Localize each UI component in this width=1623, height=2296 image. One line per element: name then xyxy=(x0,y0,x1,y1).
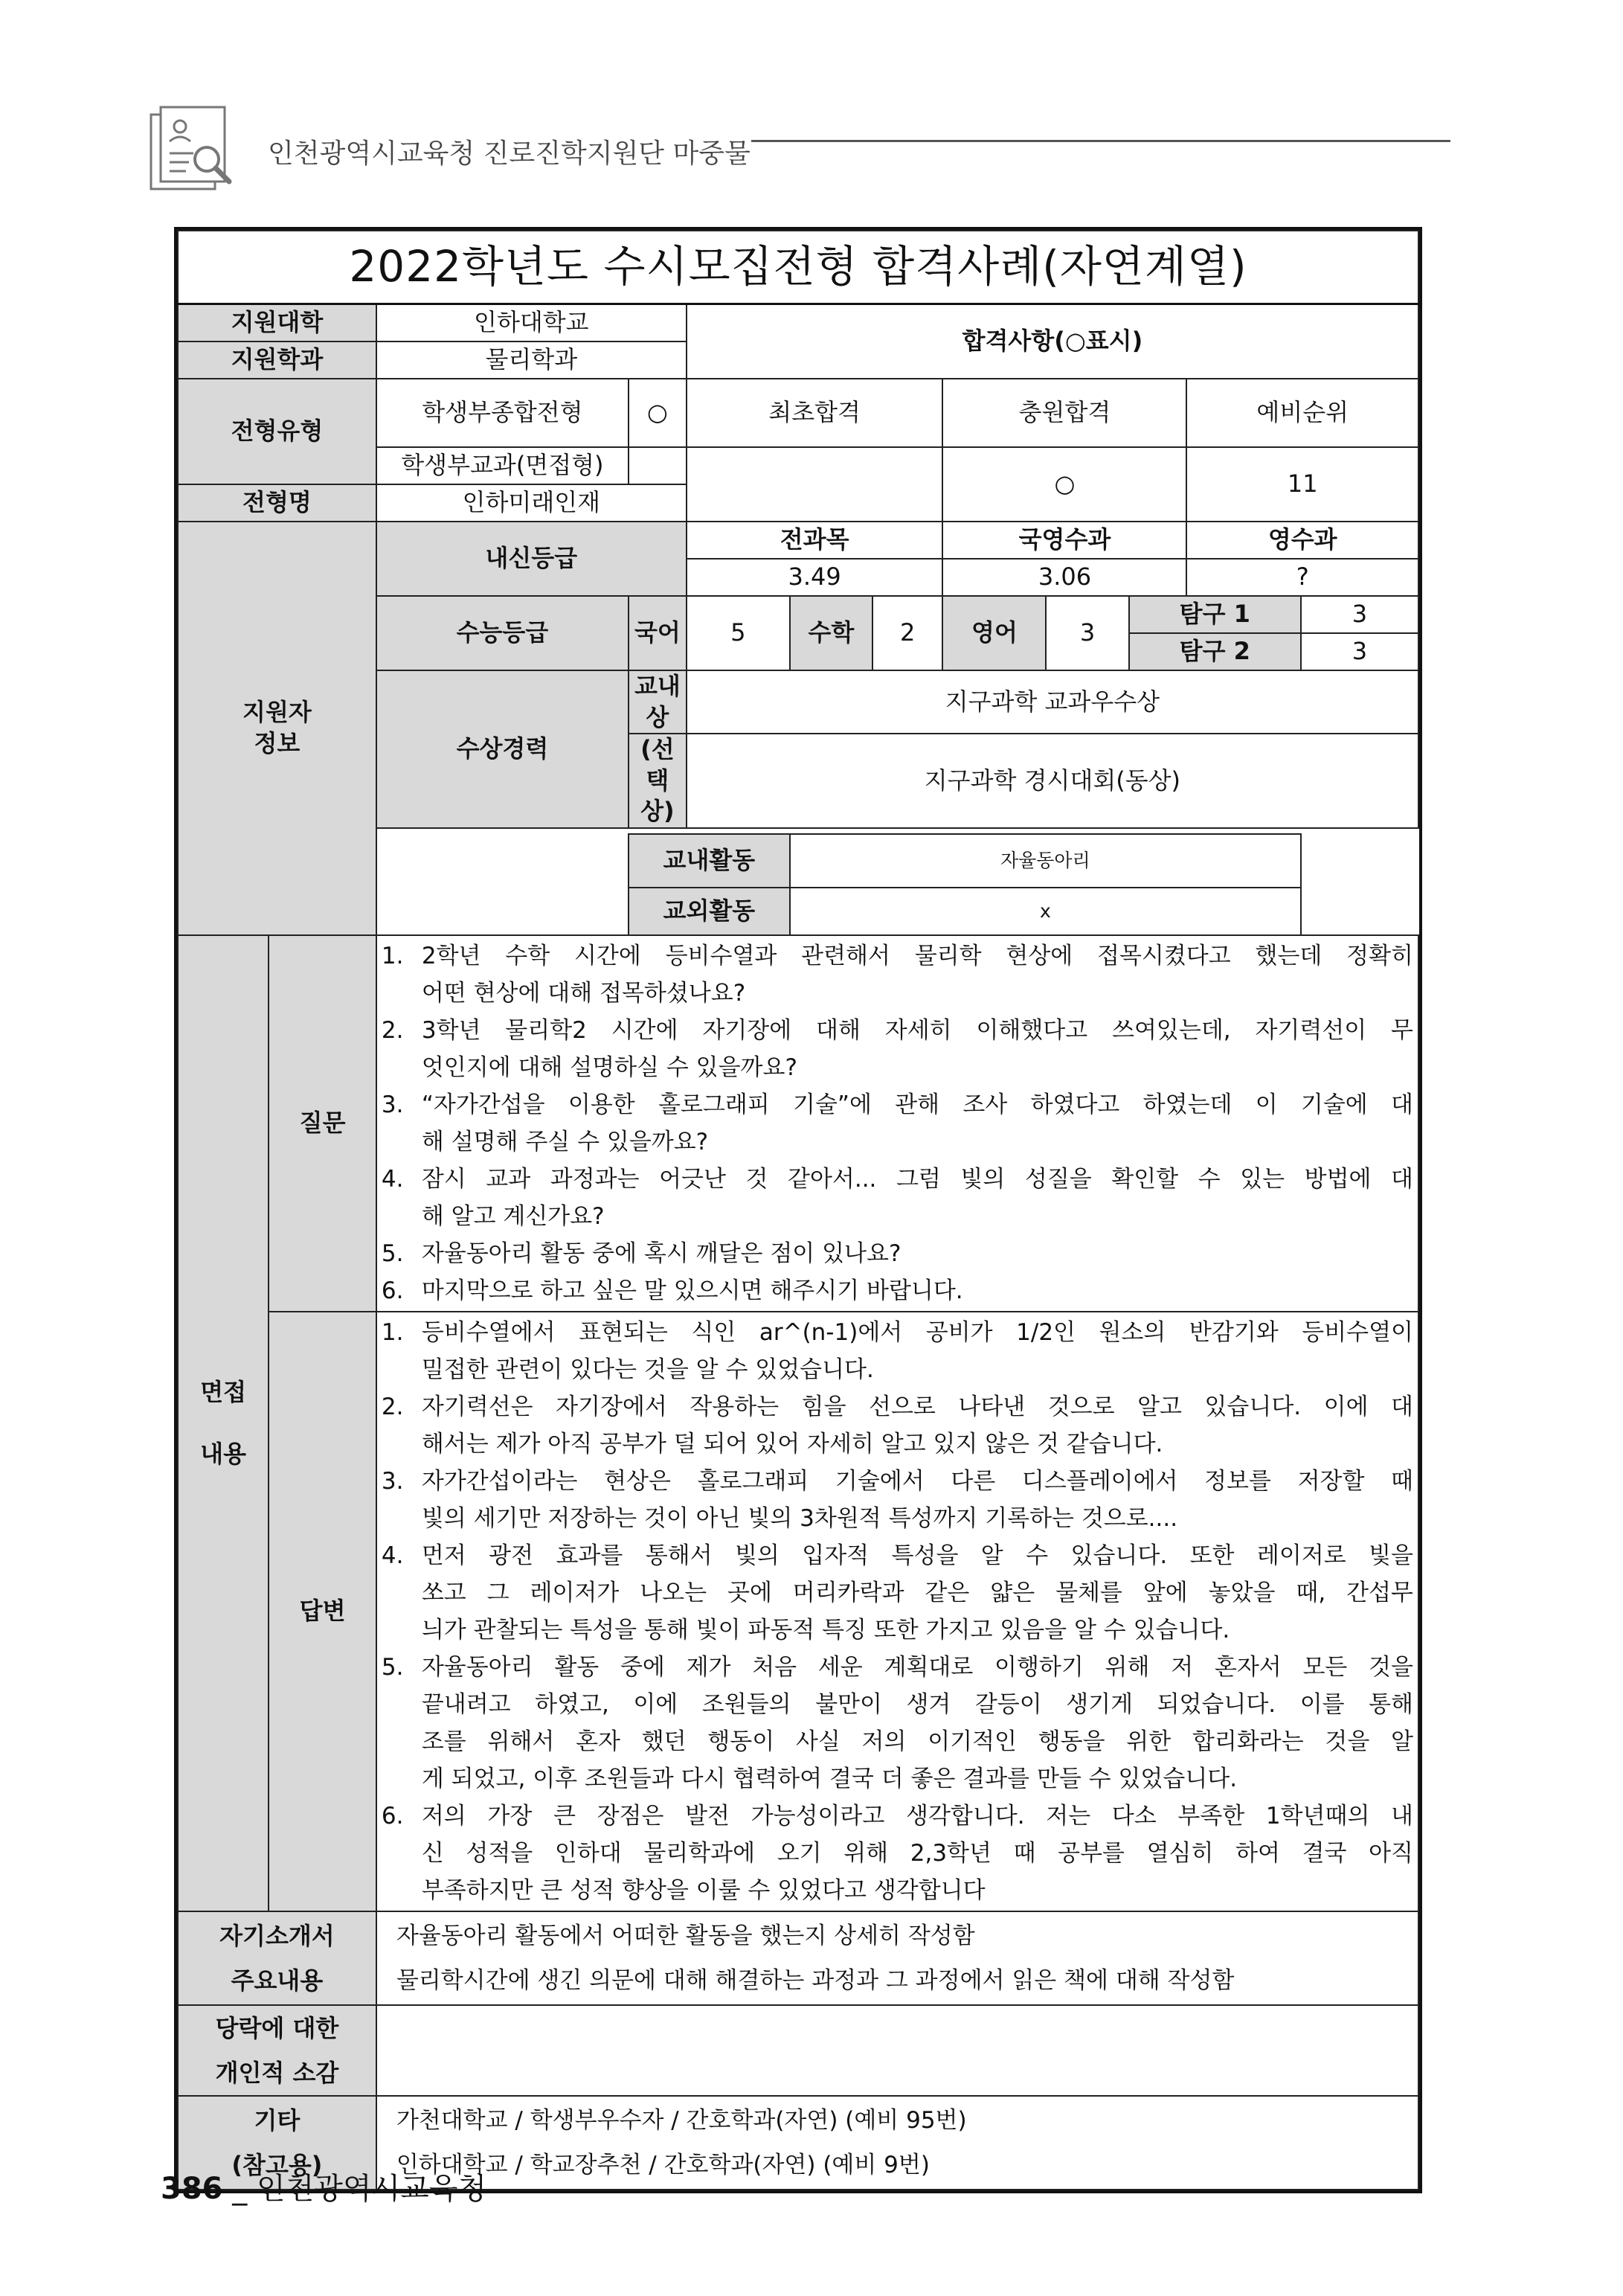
answer-line: 2. 자기력선은 자기장에서 작용하는 힘을 선으로 나타낸 것으로 알고 있습니다. 이에 대 xyxy=(382,1388,1413,1426)
question-label: 질문 xyxy=(269,935,376,1312)
opinion-label-line1: 당락에 대한 xyxy=(215,2013,339,2042)
math-value: 2 xyxy=(872,596,943,670)
award1-value: 지구과학 교과우수상 xyxy=(687,670,1418,734)
answer-line: 4. 먼저 광전 효과를 통해서 빛의 입자적 특성을 알 수 있습니다. 또한 레이저로 빛을 xyxy=(382,1537,1413,1574)
opinion-label xyxy=(178,2005,376,2096)
inq2-label: 탐구 2 xyxy=(1129,633,1301,670)
applicant-label-line1: 지원자 xyxy=(242,698,312,727)
award2-value: 지구과학 경시대회(동상) xyxy=(687,734,1418,828)
gpa-kem-label: 국영수과 xyxy=(942,522,1186,559)
math-label: 수학 xyxy=(790,596,872,670)
answer-line: 1. 등비수열에서 표현되는 식인 ar^(n-1)에서 공비가 1/2인 원소의 반감기와 등비수열이 xyxy=(382,1314,1413,1351)
intro-cell xyxy=(376,1911,1418,2005)
admission-case-form xyxy=(174,227,1422,2193)
answer-label: 답변 xyxy=(269,1312,376,1911)
result-header: 합격사항(○표시) xyxy=(687,304,1418,379)
page-title: 2022학년도 수시모집전형 합격사례(자연계열) xyxy=(178,231,1418,304)
answer-line: 밀접한 관련이 있다는 것을 알 수 있었습니다. xyxy=(421,1356,874,1383)
intro-label-line1: 자기소개서 xyxy=(219,1921,335,1950)
page-number: 386 xyxy=(161,2172,223,2206)
gpa-all-label: 전과목 xyxy=(687,522,943,559)
dept-label: 지원학과 xyxy=(178,341,376,379)
footer-separator: _ xyxy=(232,2172,248,2206)
question-line: 어떤 현상에 대해 접목하셨나요? xyxy=(421,979,746,1007)
answer-line: 빛의 세기만 저장하는 것이 아닌 빛의 3차원적 특성까지 기록하는 것으로.... xyxy=(421,1504,1178,1532)
in-act-value: 자율동아리 xyxy=(790,834,1301,888)
header-divider xyxy=(751,140,1450,142)
question-line: 1. 2학년 수학 시간에 등비수열과 관련해서 물리학 현상에 접목시켰다고 했는데 정확히 xyxy=(382,937,1413,975)
inq1-label: 탐구 1 xyxy=(1129,596,1301,633)
answer-line: 쏘고 그 레이저가 나오는 곳에 머리카락과 같은 얇은 물체를 앞에 놓았을 때, 간섭무 xyxy=(421,1579,1413,1606)
out-act-value: x xyxy=(790,888,1301,935)
answer-line: 부족하지만 큰 성적 향상을 이룰 수 있었다고 생각합니다 xyxy=(421,1876,986,1904)
answer-line: 5. 자율동아리 활동 중에 제가 처음 세운 계획대로 이행하기 위해 저 혼자서 모든 것을 xyxy=(382,1649,1413,1686)
question-list-cell xyxy=(376,935,1418,1312)
type-label: 전형유형 xyxy=(178,379,376,484)
question-line: 2. 3학년 물리학2 시간에 자기장에 대해 자세히 이해했다고 쓰여있는데, 자기력선이 무 xyxy=(382,1012,1413,1049)
answer-line: 신 성적을 인하대 물리학과에 오기 위해 2,3학년 때 공부를 열심히 하여 결국 아직 xyxy=(421,1839,1413,1867)
select-award-label: (선택상) xyxy=(629,734,687,828)
gpa-kem-value: 3.06 xyxy=(942,559,1186,596)
eng-value: 3 xyxy=(1046,596,1128,670)
interview-label xyxy=(178,935,269,1911)
etc-line: 인하대학교 / 학교장추천 / 간호학과(자연) (예비 9번) xyxy=(396,2151,930,2178)
name-label: 전형명 xyxy=(178,484,376,522)
answer-line: 해서는 제가 아직 공부가 덜 되어 있어 자세히 알고 있지 않은 것 같습니다. xyxy=(421,1430,1163,1458)
gpa-ems-label: 영수과 xyxy=(1186,522,1418,559)
eng-label: 영어 xyxy=(942,596,1046,670)
in-act-label: 교내활동 xyxy=(629,834,790,888)
header-title: 인천광역시교육청 진로진학지원단 마중물 xyxy=(268,138,751,169)
name-value: 인하미래인재 xyxy=(376,484,687,522)
document-magnifier-icon xyxy=(149,104,238,193)
answer-line: 3. 자가간섭이라는 현상은 홀로그래피 기술에서 다른 디스플레이에서 정보를 저장할 때 xyxy=(382,1463,1413,1500)
etc-label-line2: (참고용) xyxy=(231,2150,323,2179)
kor-label: 국어 xyxy=(629,596,687,670)
question-line: 6. 마지막으로 하고 싶은 말 있으시면 해주시기 바랍니다. xyxy=(382,1272,1413,1309)
question-line: 3. “자가간섭을 이용한 홀로그래피 기술”에 관해 조사 하였다고 하였는데 이 기술에 대 xyxy=(382,1086,1413,1123)
page-footer xyxy=(161,2165,486,2207)
answer-list-cell xyxy=(376,1312,1418,1911)
type1-mark: ○ xyxy=(629,379,687,447)
type1-value: 학생부종합전형 xyxy=(376,379,629,447)
inq2-value: 3 xyxy=(1301,633,1418,670)
dept-value: 물리학과 xyxy=(376,341,687,379)
question-list xyxy=(382,937,1413,1309)
etc-label-line1: 기타 xyxy=(254,2106,301,2135)
applicant-label xyxy=(178,522,376,935)
csat-label: 수능등급 xyxy=(376,596,629,670)
answer-line: 조를 위해서 혼자 했던 행동이 사실 저의 이기적인 행동을 위한 합리화라는 것을 알 xyxy=(421,1728,1413,1755)
opinion-label-line2: 개인적 소감 xyxy=(215,2058,339,2087)
out-act-label: 교외활동 xyxy=(629,888,790,935)
spacer-cell xyxy=(376,828,629,935)
waitlist-value: 11 xyxy=(1186,447,1418,522)
applicant-label-line2: 정보 xyxy=(254,728,301,757)
footer-org: 인천광역시교육청 xyxy=(256,2172,487,2206)
gpa-label: 내신등급 xyxy=(376,522,687,596)
type2-value: 학생부교과(면접형) xyxy=(376,447,629,484)
etc-cell xyxy=(376,2096,1418,2190)
first-pass-value xyxy=(687,447,943,522)
extra-pass-label: 충원합격 xyxy=(942,379,1186,447)
question-line: 5. 자율동아리 활동 중에 혹시 깨달은 점이 있나요? xyxy=(382,1235,1413,1272)
univ-value: 인하대학교 xyxy=(376,304,687,342)
opinion-cell xyxy=(376,2005,1418,2096)
spacer-cell xyxy=(629,828,1301,834)
answer-line: 게 되었고, 이후 조원들과 다시 협력하여 결국 더 좋은 결과를 만들 수 있었습니다. xyxy=(421,1765,1238,1792)
question-line: 해 설명해 주실 수 있을까요? xyxy=(421,1128,709,1155)
intro-line: 자율동아리 활동에서 어떠한 활동을 했는지 상세히 작성함 xyxy=(396,1922,975,1949)
extra-pass-value: ○ xyxy=(942,447,1186,522)
question-line: 4. 잠시 교과 과정과는 어긋난 것 같아서... 그럼 빛의 성질을 확인할 수 있는 방법에 대 xyxy=(382,1161,1413,1198)
inschool-award-label: 교내상 xyxy=(629,670,687,734)
gpa-all-value: 3.49 xyxy=(687,559,943,596)
answer-line: 끝내려고 하였고, 이에 조원들의 불만이 생겨 갈등이 생기게 되었습니다. 이를 통해 xyxy=(421,1690,1413,1718)
question-line: 해 알고 계신가요? xyxy=(421,1202,605,1230)
type2-mark xyxy=(629,447,687,484)
interview-label-line1: 면접 xyxy=(200,1377,247,1406)
answer-list xyxy=(382,1314,1413,1909)
question-line: 엇인지에 대해 설명하실 수 있을까요? xyxy=(421,1054,797,1081)
intro-line: 물리학시간에 생긴 의문에 대해 해결하는 과정과 그 과정에서 읽은 책에 대해 작성함 xyxy=(396,1966,1235,1994)
intro-label-line2: 주요내용 xyxy=(231,1966,324,1995)
answer-line: 늬가 관찰되는 특성을 통해 빛이 파동적 특징 또한 가지고 있음을 알 수 있습니다. xyxy=(421,1616,1230,1644)
page-header xyxy=(149,104,1450,193)
answer-line: 6. 저의 가장 큰 장점은 발전 가능성이라고 생각합니다. 저는 다소 부족한 1학년때의 내 xyxy=(382,1798,1413,1835)
kor-value: 5 xyxy=(687,596,790,670)
awards-label: 수상경력 xyxy=(376,670,629,828)
intro-label xyxy=(178,1911,376,2005)
waitlist-label: 예비순위 xyxy=(1186,379,1418,447)
interview-label-line2: 내용 xyxy=(200,1439,247,1468)
inq1-value: 3 xyxy=(1301,596,1418,633)
gpa-ems-value: ? xyxy=(1186,559,1418,596)
univ-label: 지원대학 xyxy=(178,304,376,342)
first-pass-label: 최초합격 xyxy=(687,379,943,447)
etc-line: 가천대학교 / 학생부우수자 / 간호학과(자연) (예비 95번) xyxy=(396,2106,967,2134)
